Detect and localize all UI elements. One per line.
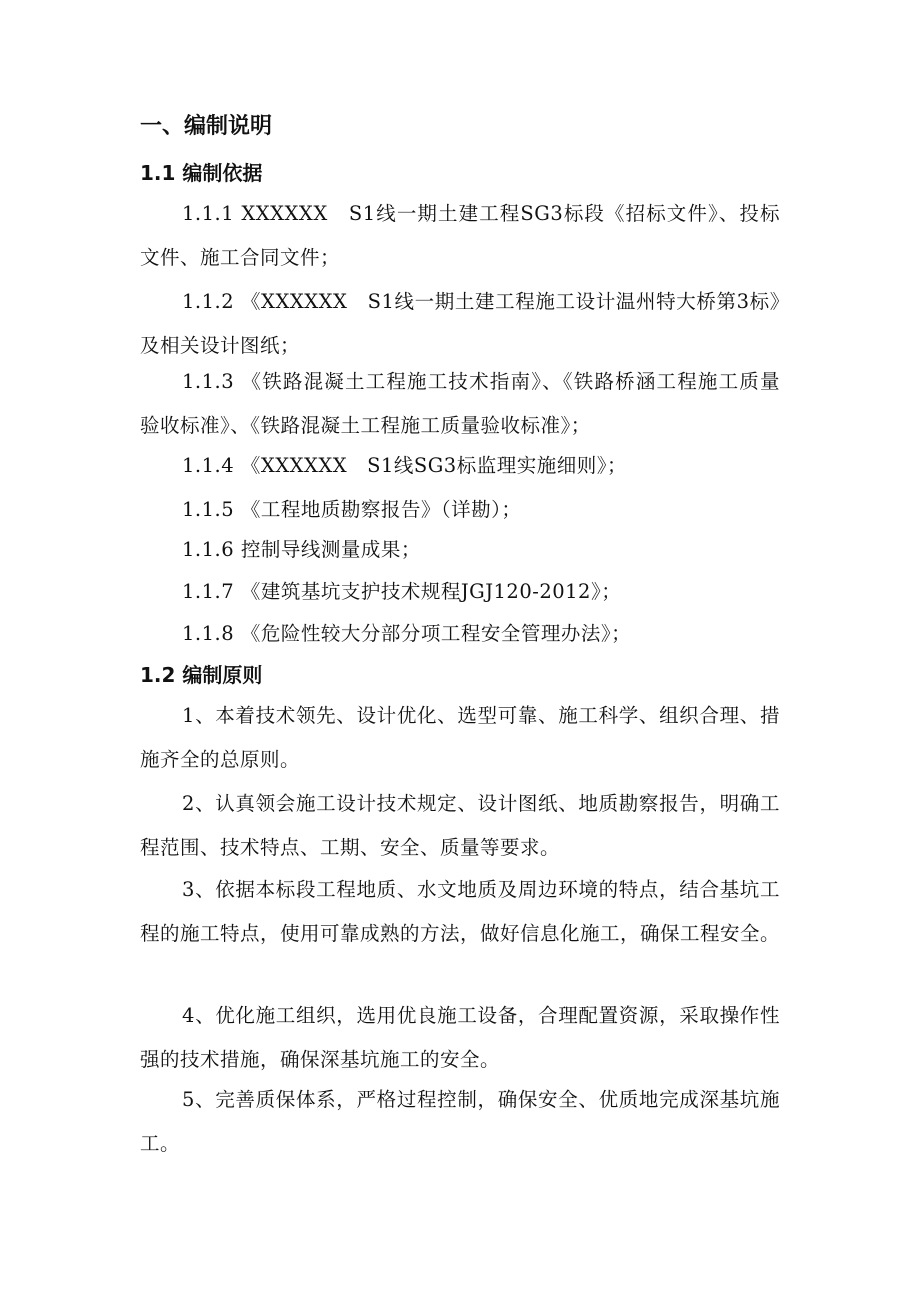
- basis-item-2: 1.1.2 《XXXXXX S1线一期土建工程施工设计温州特大桥第3标》及相关设计图纸；: [140, 290, 780, 357]
- basis-item-4: 1.1.4 《XXXXXX S1线SG3标监理实施细则》；: [182, 454, 627, 477]
- principle-item-1: 1、本着技术领先、设计优化、选型可靠、施工科学、组织合理、措施齐全的总原则。: [140, 704, 780, 771]
- basis-item-1: 1.1.1 XXXXXX S1线一期土建工程SG3标段《招标文件》、投标文件、施工合同文件；: [140, 202, 780, 269]
- section-title: 一、编制说明: [140, 114, 273, 139]
- principle-item-2: 2、认真领会施工设计技术规定、设计图纸、地质勘察报告，明确工程范围、技术特点、工期、安全、质量等要求。: [140, 792, 780, 859]
- basis-item-5: 1.1.5 《工程地质勘察报告》（详勘）；: [182, 498, 522, 521]
- principles-heading: 1.2 编制原则: [140, 663, 263, 687]
- basis-item-8: 1.1.8 《危险性较大分部分项工程安全管理办法》；: [182, 622, 632, 645]
- basis-heading: 1.1 编制依据: [140, 161, 263, 185]
- basis-item-7: 1.1.7 《建筑基坑支护技术规程JGJ120-2012》；: [182, 580, 622, 603]
- basis-item-6: 1.1.6 控制导线测量成果；: [182, 538, 421, 561]
- principle-item-4: 4、优化施工组织，选用优良施工设备，合理配置资源，采取操作性强的技术措施，确保深基坑施工的安全。: [140, 1004, 780, 1071]
- principle-item-3: 3、依据本标段工程地质、水文地质及周边环境的特点，结合基坑工程的施工特点，使用可靠成熟的方法，做好信息化施工，确保工程安全。: [140, 878, 781, 945]
- principle-item-5: 5、完善质保体系，严格过程控制，确保安全、优质地完成深基坑施工。: [140, 1088, 780, 1155]
- basis-item-3: 1.1.3 《铁路混凝土工程施工技术指南》、《铁路桥涵工程施工质量验收标准》、《铁路混凝土工程施工质量验收标准》；: [140, 370, 780, 437]
